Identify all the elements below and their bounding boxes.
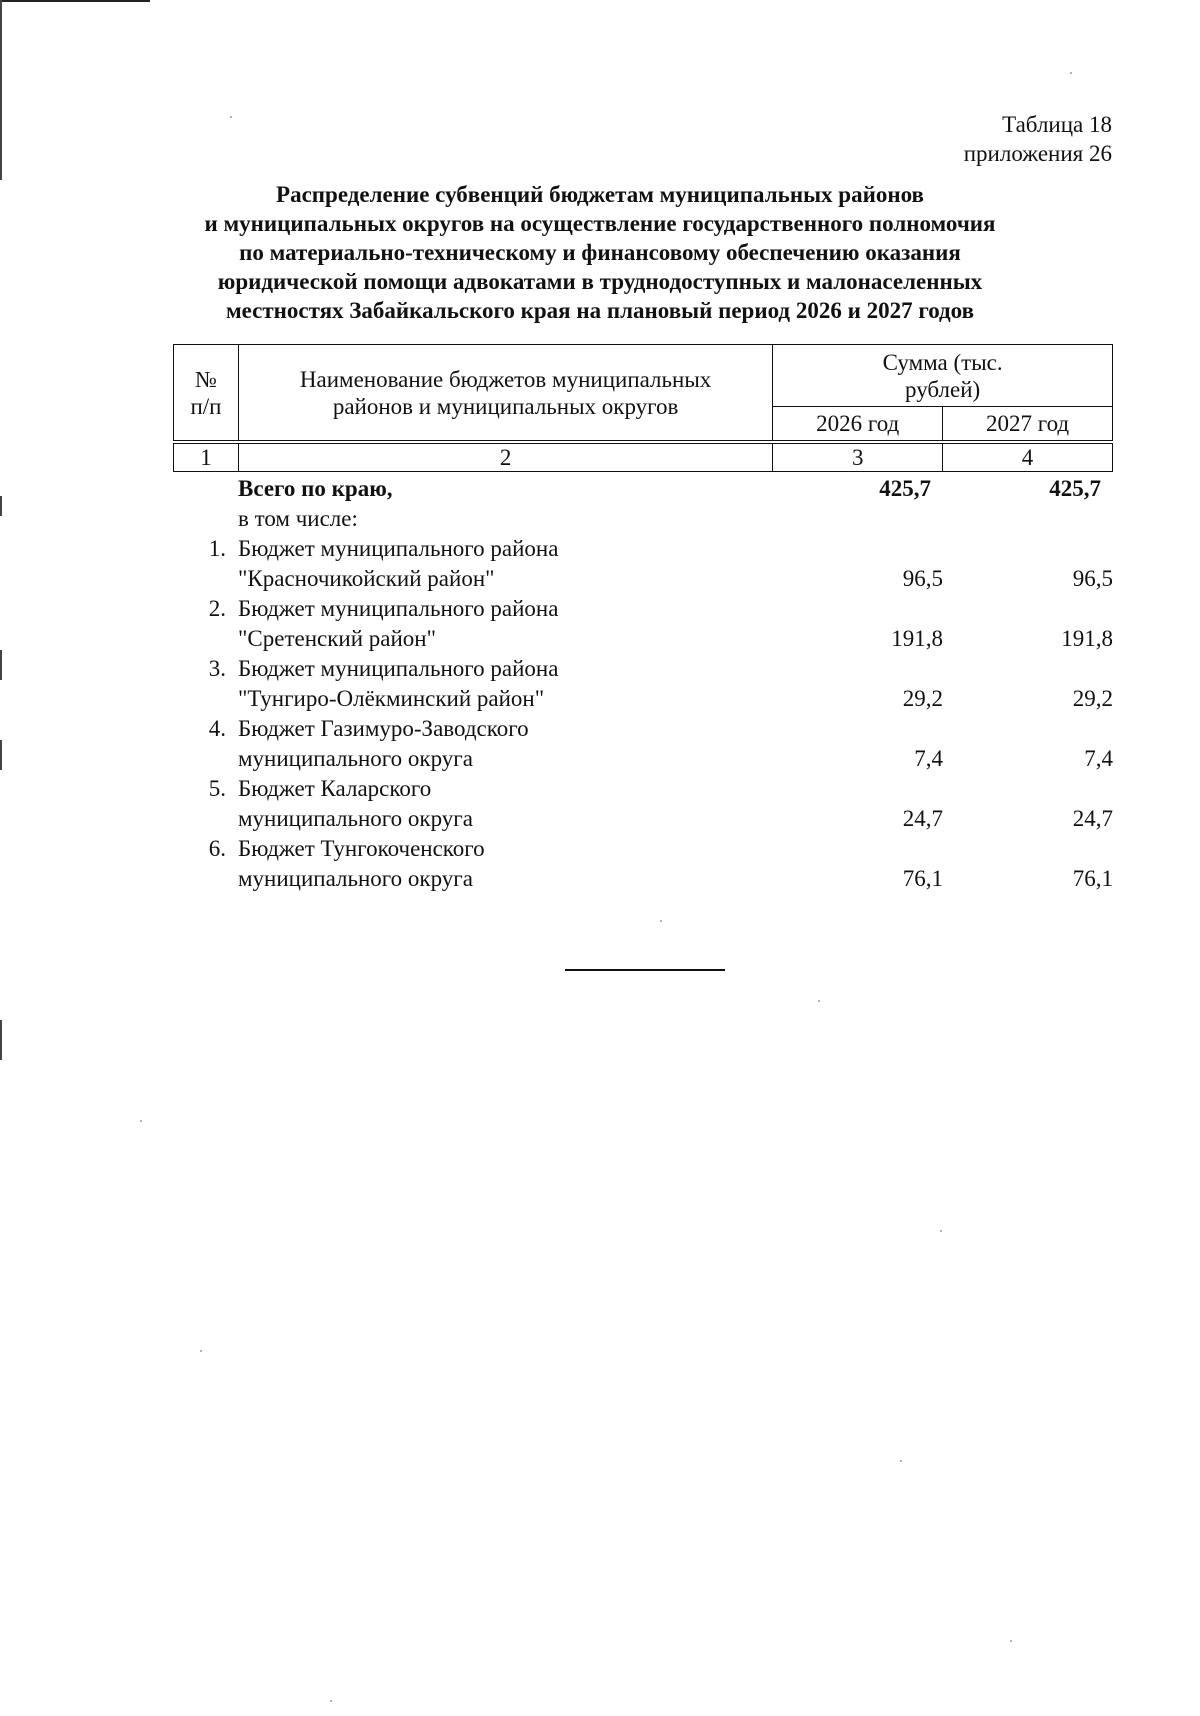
- scan-edge-line: [0, 0, 2, 180]
- table-body: [173, 474, 1113, 894]
- row-number: 6.: [208, 836, 226, 861]
- row-name-line: муниципального округа: [238, 746, 473, 771]
- row-name: [238, 834, 773, 894]
- row-name: [238, 714, 773, 774]
- scan-speck: [200, 1350, 202, 1352]
- total-2026: 425,7: [879, 476, 931, 501]
- table-reference: [964, 110, 1112, 168]
- table-row: [173, 714, 1113, 774]
- row-value-2027: 76,1: [1072, 866, 1113, 891]
- scan-speck: [330, 1700, 332, 1702]
- scan-speck: [818, 1000, 820, 1002]
- row-name-line: Бюджет Каларского: [238, 776, 432, 801]
- row-number: 5.: [208, 776, 226, 801]
- row-value-2026: 24,7: [902, 806, 943, 831]
- row-name: [238, 594, 773, 654]
- table-row: [173, 834, 1113, 894]
- col-number-index: 3: [773, 444, 943, 472]
- scan-speck: [230, 116, 232, 118]
- row-number: 4.: [208, 716, 226, 741]
- scan-speck: [660, 920, 662, 922]
- row-value-2026: 7,4: [914, 746, 943, 771]
- table-number: Таблица 18: [1002, 112, 1112, 137]
- col-name-header: Наименование бюджетов муниципальных районов и муниципальных округов: [238, 345, 772, 441]
- row-value-2027: 7,4: [1084, 746, 1113, 771]
- total-label: Всего по краю,: [238, 476, 393, 501]
- row-value-2026: 76,1: [902, 866, 943, 891]
- row-name-line: муниципального округа: [238, 806, 473, 831]
- row-name: [238, 534, 773, 594]
- scan-edge-line: [0, 496, 2, 516]
- table-row: [173, 774, 1113, 834]
- row-value-2026: 191,8: [891, 626, 943, 651]
- scan-speck: [1010, 1640, 1012, 1642]
- row-name-line: "Красночикойский район": [238, 566, 495, 591]
- table-header: [173, 344, 1113, 472]
- row-number: 3.: [208, 656, 226, 681]
- row-name-line: "Тунгиро-Олёкминский район": [238, 686, 545, 711]
- title-line: юридической помощи адвокатами в труднодоступных и малонаселенных: [217, 269, 983, 294]
- col-number-index: 2: [238, 444, 772, 472]
- row-name: [238, 774, 773, 834]
- table-row: [173, 534, 1113, 594]
- table-row: [173, 594, 1113, 654]
- col-year-2026-header: 2026 год: [773, 407, 943, 441]
- table-row: [173, 654, 1113, 714]
- row-value-2027: 191,8: [1061, 626, 1113, 651]
- total-sublabel: в том числе:: [238, 506, 358, 531]
- row-name-line: Бюджет муниципального района: [238, 656, 559, 681]
- row-name-line: "Сретенский район": [238, 626, 436, 651]
- row-value-2027: 29,2: [1072, 686, 1113, 711]
- col-sum-header: Сумма (тыс. рублей): [773, 345, 1113, 407]
- row-name-line: Бюджет муниципального района: [238, 596, 559, 621]
- end-divider: [565, 969, 725, 971]
- scan-edge-line: [0, 740, 2, 770]
- row-value-2027: 24,7: [1072, 806, 1113, 831]
- title-line: Распределение субвенций бюджетам муниципальных районов: [276, 182, 924, 207]
- col-number-header: № п/п: [174, 345, 239, 441]
- col-year-2027-header: 2027 год: [943, 407, 1113, 441]
- title-line: по материально-техническому и финансовому обеспечению оказания: [239, 240, 961, 265]
- scan-speck: [140, 1120, 142, 1122]
- row-name-line: Бюджет муниципального района: [238, 536, 559, 561]
- title-line: и муниципальных округов на осуществление государственного полномочия: [204, 211, 996, 236]
- row-value-2026: 96,5: [902, 566, 943, 591]
- scan-speck: [1070, 72, 1072, 74]
- table-row: [173, 474, 1113, 504]
- title-line: местностях Забайкальского края на плановый период 2026 и 2027 годов: [225, 298, 975, 323]
- col-number-index: 1: [174, 444, 239, 472]
- table-row: [173, 504, 1113, 534]
- row-number: 2.: [208, 596, 226, 621]
- total-2027: 425,7: [1049, 476, 1101, 501]
- scan-speck: [900, 1460, 902, 1462]
- appendix-number: приложения 26: [963, 141, 1112, 166]
- scan-speck: [940, 1230, 942, 1232]
- row-name-line: Бюджет Тунгокоченского: [238, 836, 485, 861]
- row-name: [238, 654, 773, 714]
- document-title: [140, 180, 1060, 325]
- row-number: 1.: [208, 536, 226, 561]
- scan-edge-line: [0, 0, 150, 2]
- row-name-line: Бюджет Газимуро-Заводского: [238, 716, 529, 741]
- row-value-2026: 29,2: [902, 686, 943, 711]
- scan-edge-line: [0, 1020, 2, 1060]
- col-number-index: 4: [943, 444, 1113, 472]
- scan-edge-line: [0, 650, 2, 680]
- row-name-line: муниципального округа: [238, 866, 473, 891]
- row-value-2027: 96,5: [1072, 566, 1113, 591]
